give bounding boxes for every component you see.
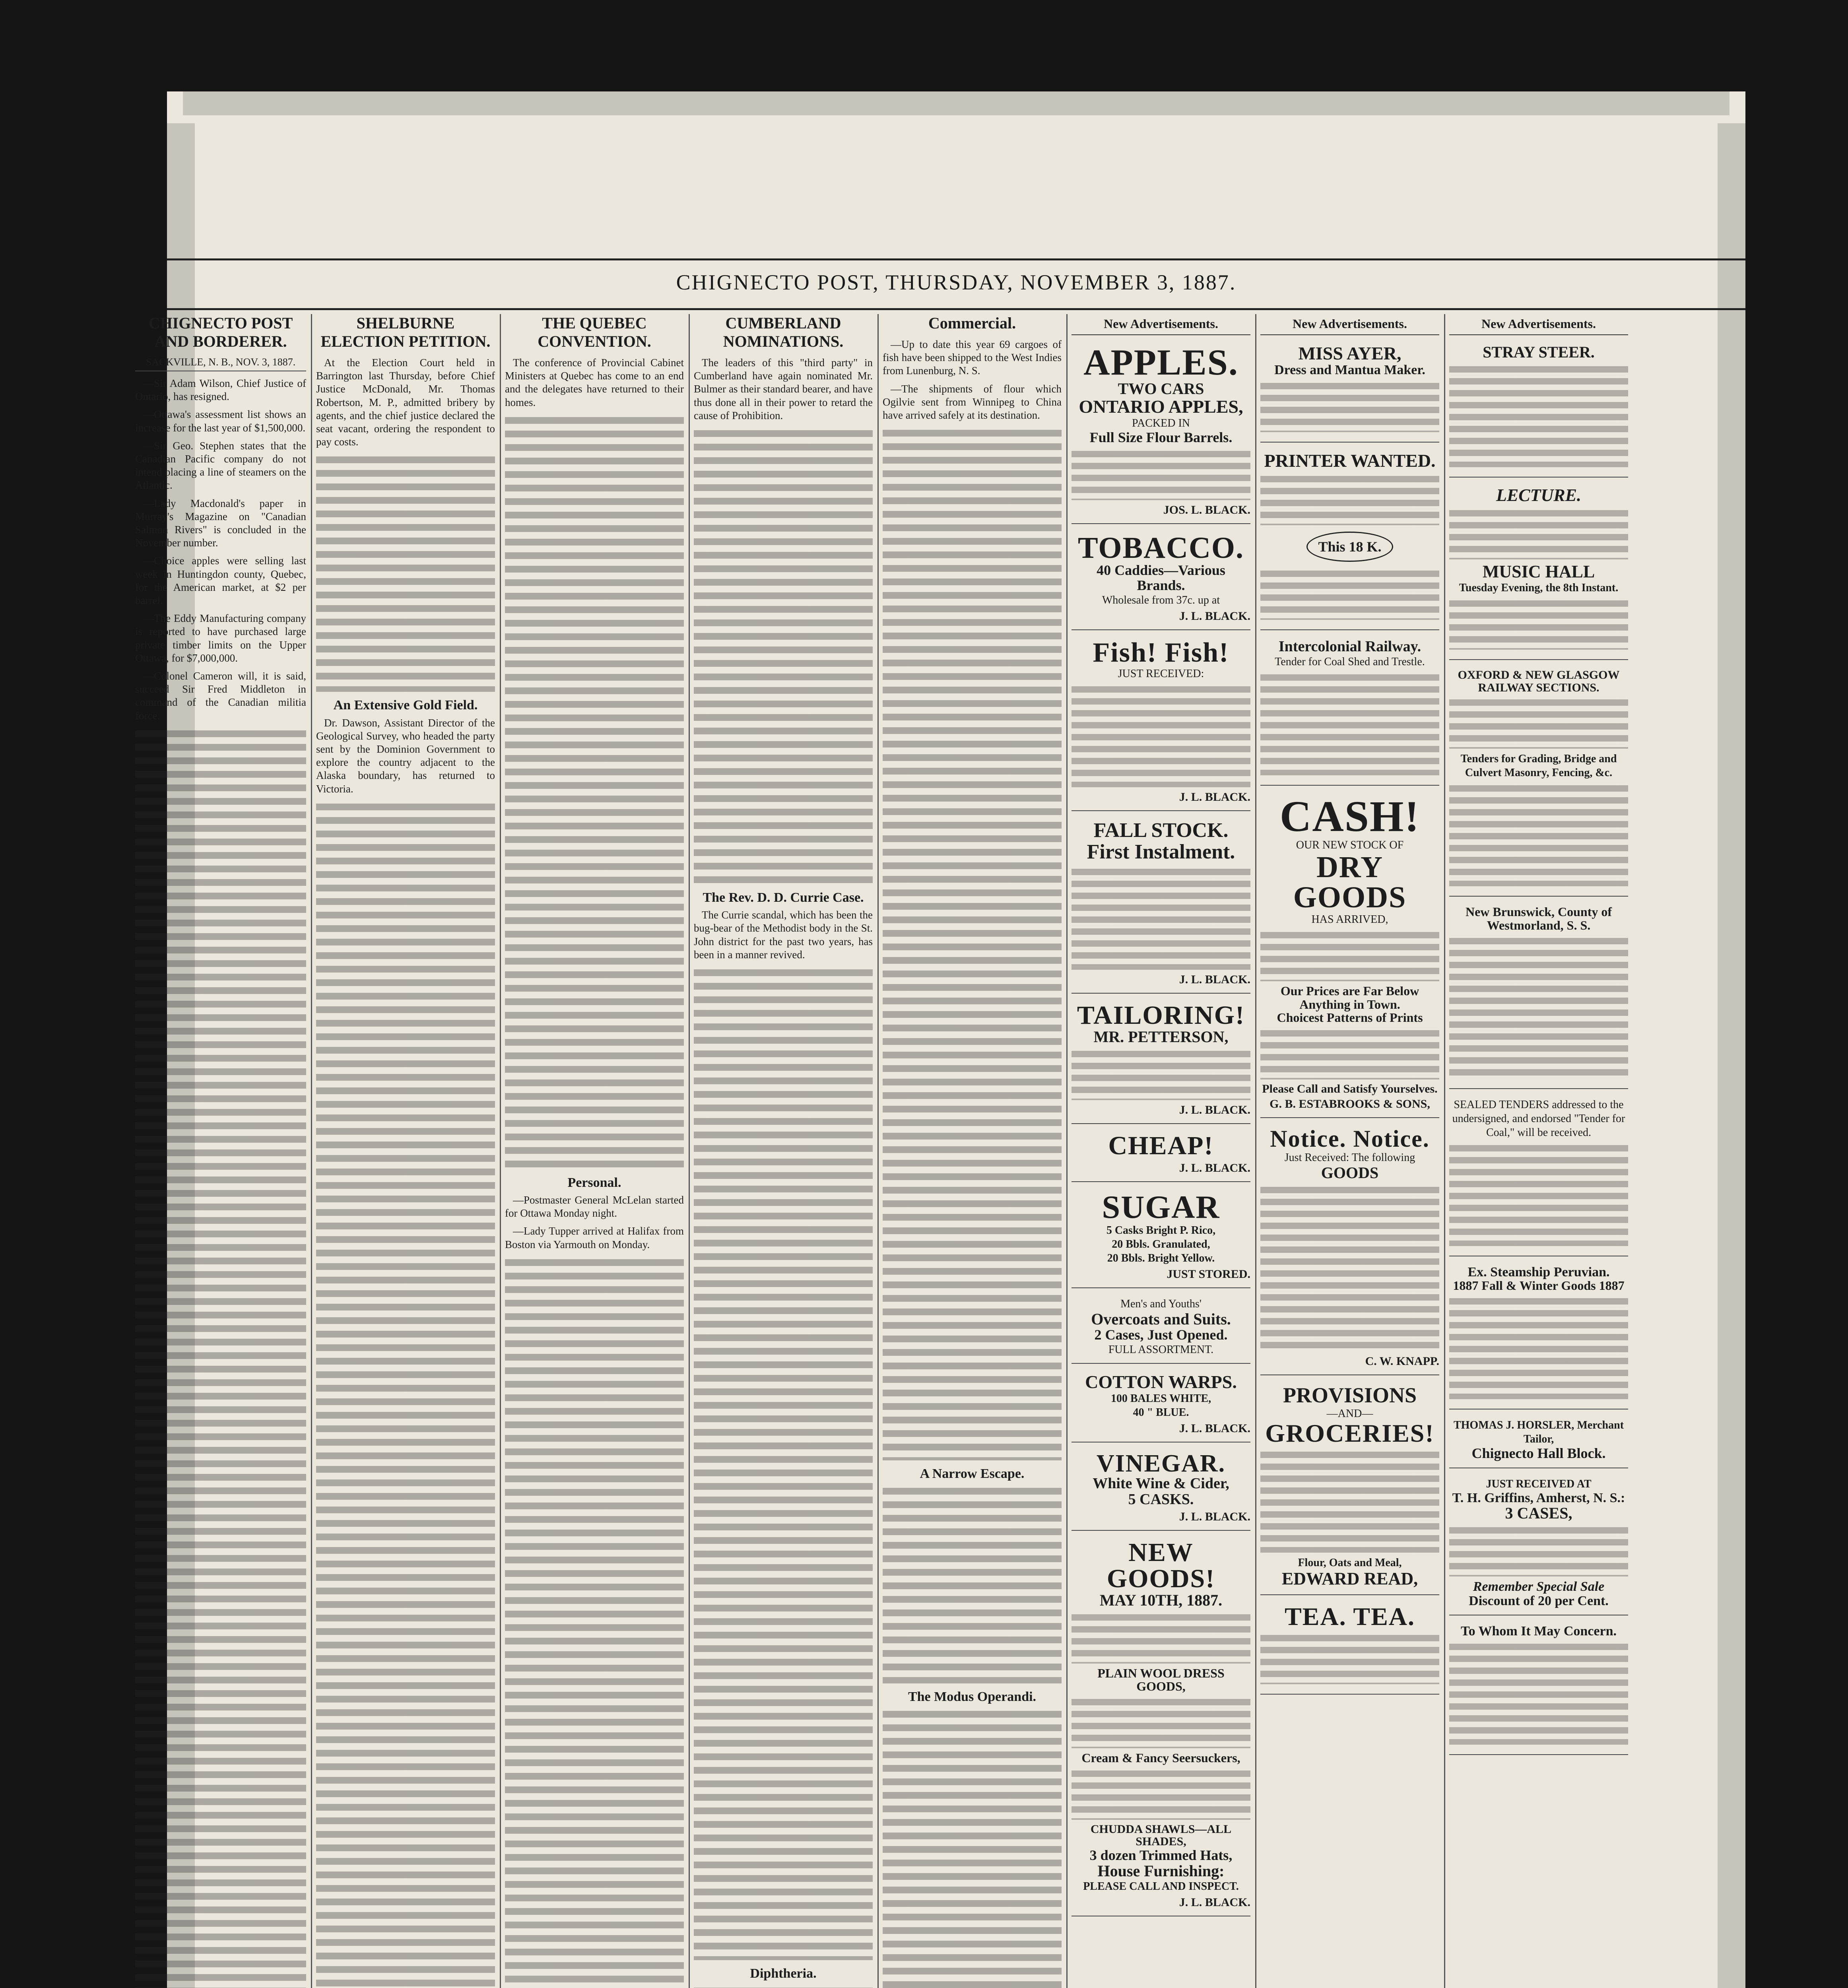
ad-line: MUSIC HALL [1482,562,1595,582]
ad-title: STRAY STEER. [1483,343,1595,361]
article-heading: An Extensive Gold Field. [333,698,478,713]
ring-advertisement-graphic: This 18 K. [1306,532,1393,562]
ad-text-block [1072,1048,1250,1100]
news-item: —Sir Geo. Stephen states that the Canadian Pacific company do not intend placing a line of steamers on the Atlantic. [135,439,306,491]
cheap-ad [1072,1128,1250,1182]
news-item: Dr. Dawson, Assistant Director of the Geological Survey, who headed the party sent by the Dominion Government to explore the country adjacent to the Alaska boundary, has returned to Victoria. [316,716,495,795]
cash-dry-goods-ad [1260,790,1439,1118]
ad-text-block [1072,684,1250,787]
provisions-groceries-ad [1260,1379,1439,1595]
ad-line: PACKED IN [1132,417,1190,430]
news-item: At the Election Court held in Barrington last Thursday, before Chief Justice McDonald, Mr. Thomas Robertson, M. P., admitted bribery by agents, and the chief justice declared the seat vacant, ordering the respondent to pay costs. [316,357,495,448]
ad-title: COTTON WARPS. [1085,1371,1237,1392]
ad-line: CHUDDA SHAWLS—ALL SHADES, [1090,1822,1232,1848]
ad-signature: JOS. L. BLACK. [1163,503,1250,517]
column-rule [689,314,690,1988]
article-text-block [883,1485,1062,1683]
newspaper-page [135,91,1745,1988]
ad-title: TEA. TEA. [1284,1602,1415,1631]
ad-line: 20 Bbls. Granulated, [1112,1238,1210,1250]
ad-title: To Whom It May Concern. [1461,1623,1617,1639]
page-title: CHIGNECTO POST, THURSDAY, NOVEMBER 3, 1887. [676,270,1237,294]
ad-text-block [1260,381,1439,432]
article-text-block [694,966,873,1960]
ad-line: TWO CARS [1118,380,1204,398]
ad-title: GROCERIES! [1265,1419,1435,1448]
ad-text-block [1449,697,1628,749]
article-text-block [505,1256,684,1988]
printer-wanted-ad [1260,447,1439,630]
ad-title: FALL STOCK. [1093,819,1229,842]
ad-text-block [1072,1768,1250,1820]
peruvian-ad [1449,1260,1628,1409]
article-text-block [135,727,306,1988]
ad-text-block [1260,1184,1439,1351]
ad-text-block [1260,1028,1439,1079]
ad-line: Cream & Fancy Seersuckers, [1081,1750,1240,1765]
ad-line: ONTARIO APPLES, [1079,396,1243,417]
ad-title: TOBACCO. [1078,531,1244,565]
ad-line: —AND— [1326,1408,1373,1420]
ad-title: PROVISIONS [1283,1383,1417,1408]
ad-text-block [1449,364,1628,467]
column-4 [694,314,873,1988]
section-heading: Commercial. [928,314,1016,332]
column-6 [1072,314,1250,1988]
ad-title: THOMAS J. HORSLER, Merchant Tailor, [1453,1419,1624,1445]
fall-stock-ad [1072,815,1250,994]
ad-text-block [1449,1143,1628,1246]
article-text-block [883,1708,1062,1988]
ad-line: House Furnishing: [1097,1862,1225,1880]
miss-ayer-ad [1260,339,1439,443]
ad-signature: J. L. BLACK. [1179,609,1250,623]
ad-line: Tuesday Evening, the 8th Instant. [1459,582,1619,594]
article-heading: Diphtheria. [750,1966,817,1981]
column-rule [1066,314,1068,1988]
fish-ad [1072,634,1250,811]
ad-line: Remember Special Sale [1473,1579,1605,1594]
ad-signature: J. L. BLACK. [1179,790,1250,804]
ad-line: HAS ARRIVED, [1311,913,1388,926]
lecture-ad [1449,481,1628,660]
sugar-ad [1072,1186,1250,1288]
section-heading: SHELBURNE ELECTION PETITION. [320,314,491,350]
ad-title: MISS AYER, [1298,343,1402,363]
ad-line: 5 CASKS. [1128,1491,1194,1508]
ad-signature: J. L. BLACK. [1179,1510,1250,1523]
column-7 [1260,314,1439,1988]
ad-signature: EDWARD READ, [1281,1569,1418,1589]
ad-text-block [1260,1449,1439,1553]
new-goods-ad [1072,1535,1250,1917]
news-item: The conference of Provincial Cabinet Ministers at Quebec has come to an end and the delegates have returned to their homes. [505,357,684,408]
ad-text-block [1449,1525,1628,1576]
ad-line: First Instalment. [1087,841,1235,864]
ad-line: 3 CASES, [1505,1504,1572,1522]
ad-line: Tender for Coal Shed and Trestle. [1275,656,1425,668]
ad-line: 100 BALES WHITE, [1110,1392,1211,1405]
ad-line: 3 dozen Trimmed Hats, [1089,1847,1233,1863]
column-rule [311,314,312,1988]
ad-line: 20 Bbls. Bright Yellow. [1107,1252,1215,1264]
ad-line: 40 " BLUE. [1133,1406,1189,1419]
oxford-railway-ad [1449,664,1628,897]
ad-title: TAILORING! [1077,1000,1245,1030]
ad-line: Flour, Oats and Meal, [1298,1557,1402,1569]
ad-line: Choicest Patterns of Prints [1277,1010,1423,1025]
column-2 [316,314,495,1988]
ad-title: SUGAR [1102,1188,1220,1225]
article-heading: The Rev. D. D. Currie Case. [703,890,864,905]
ad-signature: J. L. BLACK. [1179,973,1250,986]
ad-line: JUST RECEIVED: [1118,667,1204,680]
ad-title: PRINTER WANTED. [1264,450,1436,471]
ad-text-block [1260,568,1439,620]
ad-title: OXFORD & NEW GLASGOW RAILWAY SECTIONS. [1458,668,1620,694]
ad-title: Fish! Fish! [1093,637,1229,668]
masthead [167,258,1745,310]
ad-line: Our Prices are Far Below Anything in Town. [1280,984,1419,1011]
ad-title: JUST RECEIVED AT [1486,1477,1592,1490]
ad-text-block [1072,448,1250,500]
article-text-block [694,427,873,884]
article-text-block [883,427,1062,1460]
news-item: The leaders of this "third party" in Cumberland have again nominated Mr. Bulmer as their standard bearer, and have thus done all in their power to retard the cause of Prohibition. [694,357,873,421]
ad-title: Intercolonial Railway. [1278,638,1421,655]
section-heading: New Advertisements. [1260,316,1439,335]
article-text-block [694,1984,873,1988]
news-item: —Colonel Cameron will, it is said, succeed Sir Fred Middleton in command of the Canadian militia force. [135,670,306,722]
news-item: —The Eddy Manufacturing company is reported to have purchased large private timber limits on the Upper Ottawa, for $7,000,000. [135,612,306,664]
article-heading: A Narrow Escape. [920,1466,1025,1481]
article-heading: Personal. [567,1175,621,1190]
ad-text-block [1260,672,1439,775]
cotton-warps-ad [1072,1368,1250,1442]
ad-title: Overcoats and Suits. [1091,1310,1231,1328]
ad-line: Men's and Youths' [1120,1297,1202,1310]
section-heading: New Advertisements. [1072,316,1250,335]
news-item: —Postmaster General McLelan started for Ottawa Monday night. [505,1194,684,1219]
section-heading: New Advertisements. [1449,316,1628,335]
news-item: —Sir Adam Wilson, Chief Justice of Ontario, has resigned. [135,377,306,403]
ad-title: NEW GOODS! [1106,1538,1215,1593]
ad-text-block [1449,598,1628,650]
tailoring-ad [1072,998,1250,1124]
county-notice-ad [1449,901,1628,1089]
ad-line: PLEASE CALL AND INSPECT. [1083,1880,1239,1893]
ad-signature: J. L. BLACK. [1179,1161,1250,1175]
ad-title: APPLES. [1083,342,1238,382]
ad-line: PLAIN WOOL DRESS GOODS, [1097,1666,1225,1694]
article-heading: The Modus Operandi. [908,1689,1037,1705]
ad-line: Dress and Mantua Maker. [1274,363,1425,378]
section-heading: CUMBERLAND NOMINATIONS. [723,314,844,350]
notice-ad [1260,1122,1439,1375]
horsler-ad [1449,1413,1628,1468]
ad-line: OUR NEW STOCK OF [1296,839,1404,852]
ad-line: Full Size Flour Barrels. [1089,429,1233,446]
intercolonial-railway-ad [1260,634,1439,786]
ad-line: FULL ASSORTMENT. [1108,1343,1214,1356]
whom-it-may-concern-ad [1449,1619,1628,1755]
ad-line: Tenders for Grading, Bridge and Culvert Masonry, Fencing, &c. [1460,753,1617,779]
section-heading: CHIGNECTO POST AND BORDERER. [148,314,293,350]
ad-line: MR. PETTERSON, [1093,1027,1229,1046]
ad-line: 5 Casks Bright P. Rico, [1106,1224,1216,1237]
ad-text-block [1449,936,1628,1079]
news-item: The Currie scandal, which has been the bug-bear of the Methodist body in the St. John district for the past two years, has been in a manner revived. [694,909,873,961]
ad-line: DRY GOODS [1293,850,1407,914]
ad-text-block [1260,930,1439,981]
scan-tape-right [1718,123,1745,1988]
vinegar-ad [1072,1446,1250,1531]
tea-ad [1260,1599,1439,1695]
ad-title: Ex. Steamship Peruvian. [1468,1264,1610,1279]
column-1 [135,314,306,1988]
column-rule [500,314,501,1988]
ad-title: CASH! [1279,792,1420,841]
article-text-block [505,414,684,1169]
tobacco-ad [1072,528,1250,630]
ad-line: T. H. Griffins, Amherst, N. S.: [1452,1490,1625,1505]
news-item: —Ottawa's assessment list shows an increase for the last year of $1,500,000. [135,408,306,434]
column-rule [1444,314,1445,1988]
ad-signature: J. L. BLACK. [1179,1896,1250,1909]
griffins-ad [1449,1472,1628,1615]
article-text-block [316,800,495,1988]
column-3 [505,314,684,1988]
ad-line: Wholesale from 37c. up at [1102,594,1220,606]
ad-signature: J. L. BLACK. [1179,1103,1250,1116]
ad-text-block [1260,474,1439,525]
ad-text-block [1072,1697,1250,1748]
ad-title: VINEGAR. [1096,1450,1226,1477]
scan-tape-top [183,91,1730,115]
ad-text-block [1072,1612,1250,1664]
article-text-block [316,453,495,692]
ad-title: LECTURE. [1496,485,1581,505]
ad-line: 2 Cases, Just Opened. [1094,1326,1228,1343]
news-item: —The shipments of flour which Ogilvie sent from Winnipeg to China have arrived safely at its destination. [883,382,1062,421]
column-rule [1255,314,1256,1988]
ad-line: Chignecto Hall Block. [1471,1445,1606,1461]
ad-text-block [1449,1641,1628,1745]
column-rule [877,314,879,1988]
ad-text-block [1449,783,1628,886]
ad-signature: J. L. BLACK. [1179,1421,1250,1435]
coal-tender-ad [1449,1093,1628,1256]
overcoats-ad [1072,1292,1250,1364]
ad-line: 1887 Fall & Winter Goods 1887 [1453,1278,1625,1293]
news-item: —Lady Tupper arrived at Halifax from Boston via Yarmouth on Monday. [505,1225,684,1250]
ad-line: Please Call and Satisfy Yourselves. [1262,1082,1438,1095]
news-item: —Lady Macdonald's paper in Murray's Magazine on "Canadian Salmon Rivers" is concluded in the November number. [135,497,306,549]
news-item: —Up to date this year 69 cargoes of fish have been shipped to the West Indies from Lunenburg, N. S. [883,338,1062,377]
news-item: —Choice apples were selling last week in Huntingdon county, Quebec, for the American market, at $2 per barrel. [135,555,306,607]
ad-line: MAY 10TH, 1887. [1099,1591,1223,1609]
section-heading: THE QUEBEC CONVENTION. [538,314,651,350]
ad-line: SEALED TENDERS addressed to the undersigned, and endorsed "Tender for Coal," will be received. [1452,1098,1625,1139]
stray-steer-ad [1449,339,1628,478]
ad-line: 40 Caddies—Various Brands. [1097,562,1225,593]
ad-text-block [1449,508,1628,559]
ad-title: CHEAP! [1108,1131,1214,1160]
column-5 [883,314,1062,1988]
ad-text-block [1260,1633,1439,1684]
column-8 [1449,314,1628,1988]
ad-text-block [1072,866,1250,970]
ad-line: White Wine & Cider, [1093,1475,1229,1492]
ad-signature: G. B. ESTABROOKS & SONS, [1270,1097,1430,1111]
ad-text-block [1449,1296,1628,1399]
ad-line: Discount of 20 per Cent. [1469,1594,1609,1609]
ad-line: Just Received: The following [1284,1151,1415,1164]
ad-line: GOODS [1321,1164,1379,1182]
ad-signature: JUST STORED. [1167,1267,1250,1281]
ad-title: New Brunswick, County of Westmorland, S. S. [1465,905,1612,932]
ad-signature: C. W. KNAPP. [1365,1355,1439,1368]
dateline: SACKVILLE, N. B., NOV. 3, 1887. [135,356,306,371]
apples-ad [1072,339,1250,524]
ad-title: Notice. Notice. [1270,1126,1430,1152]
